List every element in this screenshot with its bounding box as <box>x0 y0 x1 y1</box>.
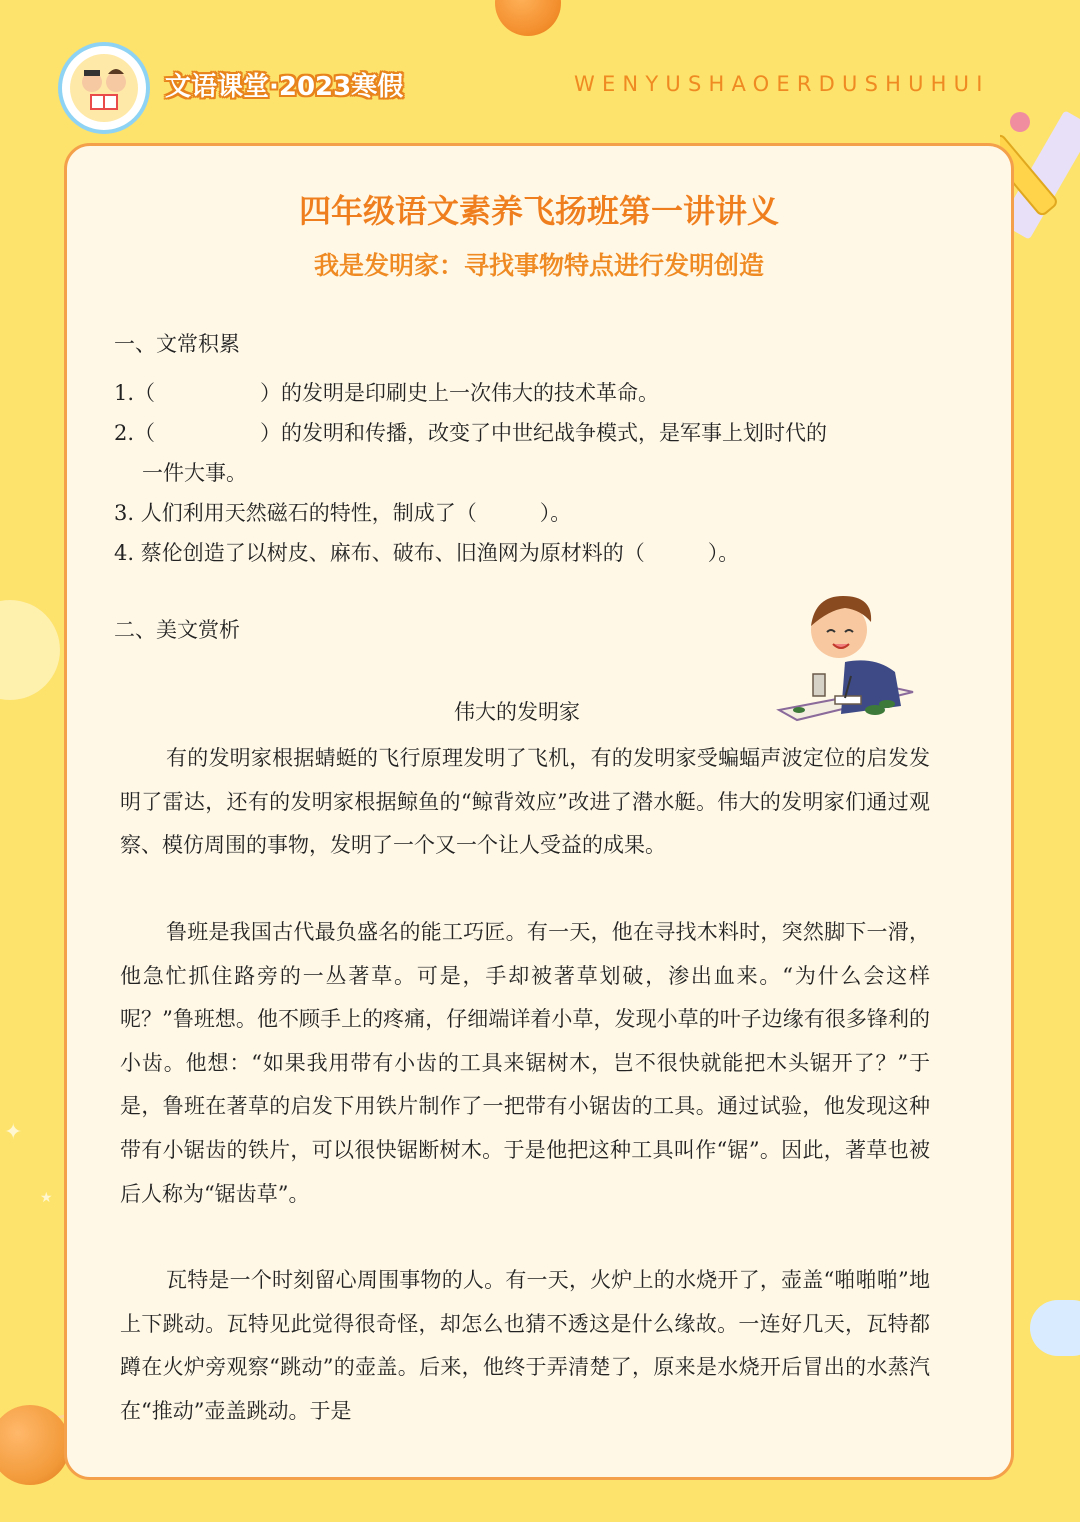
question-1: 1.（ ）的发明是印刷史上一次伟大的技术革命。 <box>114 381 660 405</box>
question-4: 4. 蔡伦创造了以树皮、麻布、破布、旧渔网为原材料的（ ）。 <box>114 541 740 565</box>
article-paragraph-1: 有的发明家根据蜻蜓的飞行原理发明了飞机，有的发明家受蝙蝠声波定位的启发发明了雷达，还有的发明家根据鲸鱼的“鲸背效应”改进了潜水艇。伟大的发明家们通过观察、模仿周围的事物，发明了一个又一个让人受益的成果。 <box>120 746 930 858</box>
star-icon: ✦ <box>4 1120 23 1145</box>
article-paragraph-3: 瓦特是一个时刻留心周围事物的人。有一天，火炉上的水烧开了，壶盖“啪啪啪”地上下跳动。瓦特见此觉得很奇怪，却怎么也猜不透这是什么缘故。一连好几天，瓦特都蹲在火炉旁观察“跳动”的壶盖。后来，他终于弄清楚了，原来是水烧开后冒出的水蒸汽在“推动”壶盖跳动。于是 <box>120 1268 930 1423</box>
section-heading-literary-knowledge: 一、文常积累 <box>114 332 240 356</box>
article-paragraph-2: 鲁班是我国古代最负盛名的能工巧匠。有一天，他在寻找木料时，突然脚下一滑，他急忙抓住路旁的一丛著草。可是，手却被著草划破，渗出血来。“为什么会这样呢？”鲁班想。他不顾手上的疼痛，仔细端详着小草，发现小草的叶子边缘有很多锋利的小齿。他想：“如果我用带有小齿的工具来锯树木，岂不很快就能把木头锯开了？”于是，鲁班在著草的启发下用铁片制作了一把带有小锯齿的工具。通过试验，他发现这种带有小锯齿的铁片，可以很快锯断树木。于是他把这种工具叫作“锯”。因此，著草也被后人称为“锯齿草”。 <box>120 920 930 1206</box>
brand-pinyin: WENYUSHAOERDUSHUHUI <box>574 72 990 96</box>
cloud-decoration <box>1030 1300 1080 1356</box>
question-2-line-1: 2.（ ）的发明和传播，改变了中世纪战争模式，是军事上划时代的 <box>114 421 828 445</box>
section-heading-article-appreciation: 二、美文赏析 <box>114 618 240 642</box>
orange-planet-decoration-bottom <box>0 1405 70 1485</box>
reading-club-logo <box>58 42 150 134</box>
star-icon-small: ★ <box>40 1190 53 1206</box>
handout-subtitle: 我是发明家：寻找事物特点进行发明创造 <box>313 251 764 280</box>
orange-planet-decoration <box>495 0 561 36</box>
bubble-decoration <box>0 600 60 700</box>
question-2-line-2: 一件大事。 <box>142 461 247 485</box>
brand-title: 文语课堂·2023寒假 <box>165 72 404 102</box>
handout-title: 四年级语文素养飞扬班第一讲讲义 <box>298 192 779 230</box>
article-title: 伟大的发明家 <box>454 700 580 724</box>
question-3: 3. 人们利用天然磁石的特性，制成了（ ）。 <box>114 501 572 525</box>
boy-inventor-illustration <box>775 592 915 727</box>
